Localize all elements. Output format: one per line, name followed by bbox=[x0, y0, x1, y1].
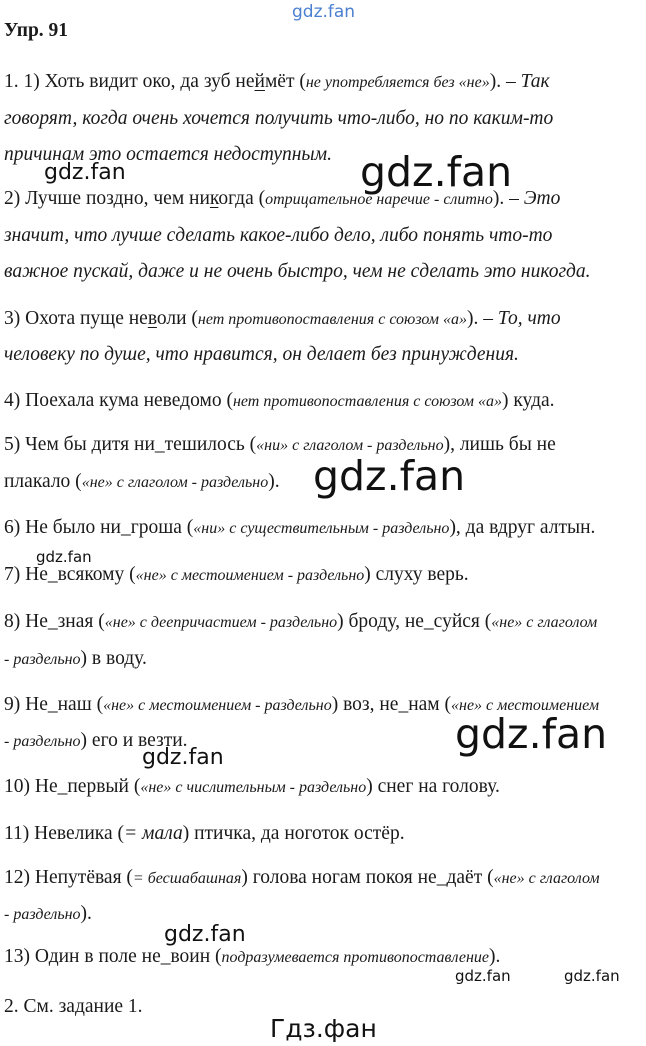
text-line: - раздельно). bbox=[4, 903, 92, 924]
text-line: 9) Не_наш («не» с местоимением - раздельно) воз, не_нам («не» с местоимением bbox=[4, 694, 600, 715]
text-line: 12) Непутёвая (= бесшабашная) голова ногам покоя не_даёт («не» с глаголом bbox=[4, 867, 600, 888]
text-line: 2) Лучше поздно, чем никогда (отрицательное наречие - слитно). – Это bbox=[4, 188, 561, 209]
watermark: gdz.fan bbox=[164, 922, 246, 947]
text-line: 8) Не_зная («не» с деепричастием - раздельно) броду, не_суйся («не» с глаголом bbox=[4, 611, 598, 632]
text-line: - раздельно) в воду. bbox=[4, 648, 147, 669]
text-line: 10) Не_первый («не» с числительным - раздельно) снег на голову. bbox=[4, 776, 500, 797]
text-line: 3) Охота пуще неволи (нет противопоставления с союзом «а»). – То, что bbox=[4, 308, 561, 329]
text-line: причинам это остается недоступным. bbox=[4, 144, 332, 165]
watermark: gdz.fan bbox=[564, 967, 620, 985]
text-line: важное пускай, даже и не очень быстро, чем не сделать это никогда. bbox=[4, 261, 591, 282]
watermark: gdz.fan bbox=[44, 160, 126, 185]
text-line: плакало («не» с глаголом - раздельно). bbox=[4, 471, 280, 492]
text-line: человеку по душе, что нравится, он делает без принуждения. bbox=[4, 344, 519, 365]
watermark-top: gdz.fan bbox=[292, 2, 356, 22]
watermark: gdz.fan bbox=[455, 710, 608, 758]
text-line: 11) Невелика (= мала) птичка, да ноготок остёр. bbox=[4, 823, 405, 844]
text-line: 2. См. задание 1. bbox=[4, 996, 143, 1017]
text-line: 1. 1) Хоть видит око, да зуб неймёт (не употребляется без «не»). – Так bbox=[4, 71, 550, 92]
text-line: 6) Не было ни_гроша («ни» с существительным - раздельно), да вдруг алтын. bbox=[4, 517, 596, 538]
text-line: говорят, когда очень хочется получить что-либо, но по каким-то bbox=[4, 108, 554, 129]
text-line: 7) Не_всякому («не» с местоимением - раздельно) слуху верь. bbox=[4, 564, 469, 585]
text-line: 13) Один в поле не_воин (подразумевается противопоставление). bbox=[4, 946, 501, 967]
watermark: gdz.fan bbox=[36, 548, 92, 566]
text-line: 5) Чем бы дитя ни_тешилось («ни» с глаголом - раздельно), лишь бы не bbox=[4, 434, 556, 455]
watermark: gdz.fan bbox=[360, 148, 513, 196]
watermark: gdz.fan bbox=[313, 452, 466, 500]
text-line: - раздельно) его и везти. bbox=[4, 730, 188, 751]
watermark-bottom: Гдз.фан bbox=[270, 1014, 377, 1043]
watermark: gdz.fan bbox=[455, 967, 511, 985]
exercise-title: Упр. 91 bbox=[4, 20, 69, 41]
text-line: 4) Поехала кума неведомо (нет противопоставления с союзом «а») куда. bbox=[4, 390, 555, 411]
watermark: gdz.fan bbox=[142, 745, 224, 770]
text-line: значит, что лучше сделать какое-либо дело, либо понять что-то bbox=[4, 225, 553, 246]
